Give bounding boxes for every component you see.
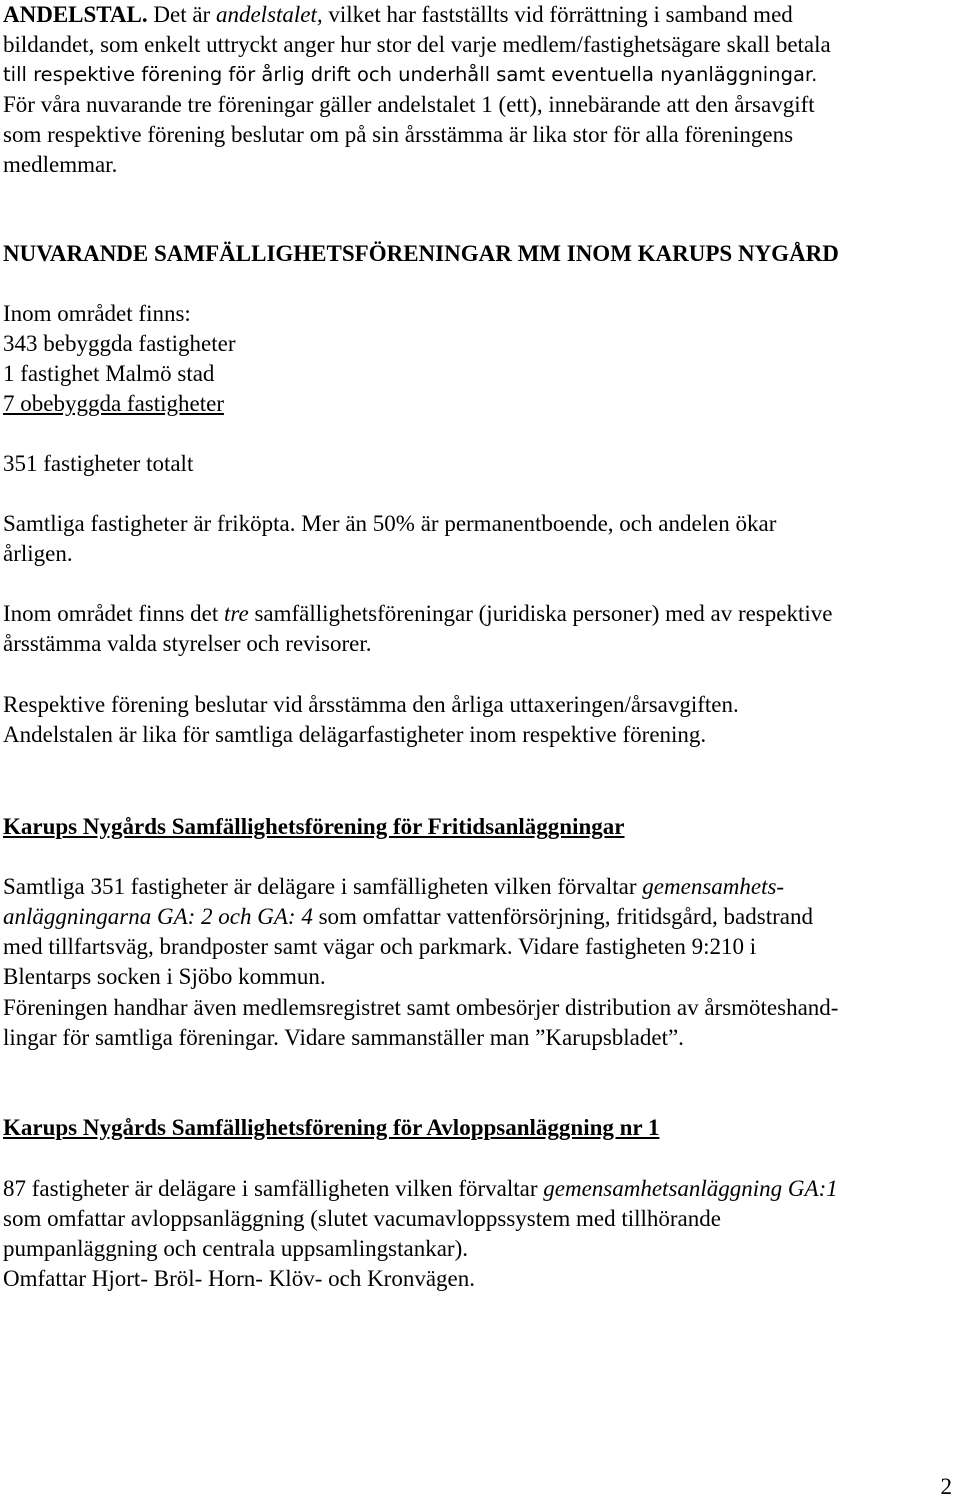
member-register-paragraph: Föreningen handhar även medlemsregistret samt ombesörjer distribution av årsmöteshand- lingar för samtliga föreningar. Vidare sammanställer man ”Karupsbladet”. xyxy=(3,995,839,1050)
andelstal-paragraph-2: För våra nuvarande tre föreningar gäller andelstalet 1 (ett), innebärande att den årsavgift som respektive förening beslutar om på sin årsstämma är lika stor för alla föreningens medlemmar. xyxy=(3,92,815,177)
fritid-paragraph: Samtliga 351 fastigheter är delägare i samfälligheten vilken förvaltar gemensamhets- anläggningarna GA: 2 och GA: 4 som omfattar vattenförsörjning, fritidsgård, badstrand med tillfartsväg, brandposter samt vägar och parkmark. Vidare fastigheten 9:210 i Blentarps socken i Sjöbo kommun. xyxy=(3,874,813,989)
current-associations-heading: NUVARANDE SAMFÄLLIGHETSFÖRENINGAR MM INOM KARUPS NYGÅRD xyxy=(3,241,839,266)
streets-paragraph: Omfattar Hjort- Bröl- Horn- Klöv- och Kronvägen. xyxy=(3,1266,476,1291)
total-properties: 351 fastigheter totalt xyxy=(3,451,194,476)
andelstal-line-3: till respektive förening för årlig drift och underhåll samt eventuella nyanläggningar. xyxy=(3,63,818,86)
area-intro: Inom området finns: xyxy=(3,301,191,326)
unbuilt-properties: 7 obebyggda fastigheter xyxy=(3,391,224,416)
three-associations-paragraph: Inom området finns det tre samfällighetsföreningar (juridiska personer) med av respektive årsstämma valda styrelser och revisorer. xyxy=(3,601,833,656)
andelstal-title: ANDELSTAL. xyxy=(3,2,148,27)
page-number: 2 xyxy=(940,1474,952,1499)
avlopp-association-heading: Karups Nygårds Samfällighetsförening för Avloppsanläggning nr 1 xyxy=(3,1115,660,1140)
andelstal-line-2: bildandet, som enkelt uttryckt anger hur stor del varje medlem/fastighetsägare skall betala xyxy=(3,32,831,57)
andelstal-line-1: ANDELSTAL. Det är andelstalet, vilket har fastställts vid förrättning i samband med xyxy=(3,2,793,27)
annual-fee-paragraph: Respektive förening beslutar vid årsstämma den årliga uttaxeringen/årsavgiften. Andelstalen är lika för samtliga delägarfastigheter inom respektive förening. xyxy=(3,692,739,747)
property-list xyxy=(3,299,235,419)
freehold-paragraph: Samtliga fastigheter är friköpta. Mer än 50% är permanentboende, och andelen ökar årligen. xyxy=(3,511,777,566)
andelstal-section xyxy=(3,0,955,90)
andelstal-term: andelstalet, xyxy=(215,2,323,27)
built-properties: 343 bebyggda fastigheter xyxy=(3,331,236,356)
fritid-association-heading: Karups Nygårds Samfällighetsförening för Fritidsanläggningar xyxy=(3,814,625,839)
malmo-property: 1 fastighet Malmö stad xyxy=(3,361,215,386)
avlopp-paragraph: 87 fastigheter är delägare i samfälligheten vilken förvaltar gemensamhetsanläggning GA:1 som omfattar avloppsanläggning (slutet vacumavloppssystem med tillhörande pumpanläggning och centrala uppsamlingstankar). xyxy=(3,1176,838,1261)
